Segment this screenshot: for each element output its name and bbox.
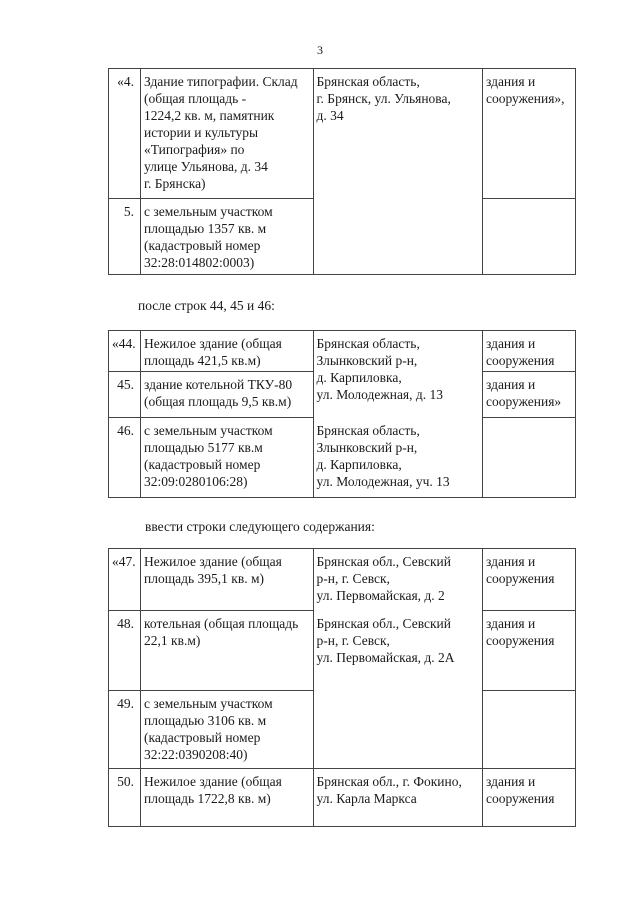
object-name: Нежилое здание (общая площадь 421,5 кв.м) [141,331,314,372]
table-row [109,611,576,691]
object-address: Брянская обл., Севский р-н, г. Севск, ул. Первомайская, д. 2 [313,549,482,611]
object-type: здания и сооружения [482,611,575,691]
intro-paragraph: после строк 44, 45 и 46: [138,298,275,313]
object-type: здания и сооружения [482,549,575,611]
property-table-2 [108,330,576,498]
object-type [482,691,575,769]
row-number: «4. [109,69,141,199]
object-address: Брянская обл., Севский р-н, г. Севск, ул. Первомайская, д. 2А [313,611,482,769]
table-row [109,331,576,372]
table-row [109,769,576,827]
page-number: 3 [317,43,323,57]
object-type: здания и сооружения [482,331,575,372]
object-name: с земельным участком площадью 5177 кв.м (кадастровый номер 32:09:0280106:28) [141,418,314,498]
property-table-3 [108,548,576,827]
object-address: Брянская обл., г. Фокино, ул. Карла Маркса [313,769,482,827]
object-address: Брянская область, г. Брянск, ул. Ульянова, д. 34 [313,69,482,275]
row-number: 49. [109,691,141,769]
object-type [482,199,575,275]
row-number: 45. [109,372,141,418]
property-table-1 [108,68,576,275]
row-number: 5. [109,199,141,275]
intro-paragraph: ввести строки следующего содержания: [145,519,375,534]
row-number: «47. [109,549,141,611]
object-name: Здание типографии. Склад (общая площадь - 1224,2 кв. м, памятник истории и культуры «Типография» по улице Ульянова, д. 34 г. Брянска) [141,69,314,199]
object-type: здания и сооружения [482,769,575,827]
object-type: здания и сооружения» [482,372,575,418]
object-type: здания и сооружения», [482,69,575,199]
row-number: 48. [109,611,141,691]
table-row [109,549,576,611]
table-row [109,69,576,199]
row-number: 46. [109,418,141,498]
object-type [482,418,575,498]
object-name: Нежилое здание (общая площадь 1722,8 кв. м) [141,769,314,827]
table-row [109,418,576,498]
object-address: Брянская область, Злынковский р-н, д. Карпиловка, ул. Молодежная, д. 13 [313,331,482,418]
object-name: с земельным участком площадью 3106 кв. м (кадастровый номер 32:22:0390208:40) [141,691,314,769]
object-name: котельная (общая площадь 22,1 кв.м) [141,611,314,691]
object-name: Нежилое здание (общая площадь 395,1 кв. м) [141,549,314,611]
row-number: 50. [109,769,141,827]
row-number: «44. [109,331,141,372]
object-name: с земельным участком площадью 1357 кв. м (кадастровый номер 32:28:014802:0003) [141,199,314,275]
object-name: здание котельной ТКУ-80 (общая площадь 9,5 кв.м) [141,372,314,418]
object-address: Брянская область, Злынковский р-н, д. Карпиловка, ул. Молодежная, уч. 13 [313,418,482,498]
